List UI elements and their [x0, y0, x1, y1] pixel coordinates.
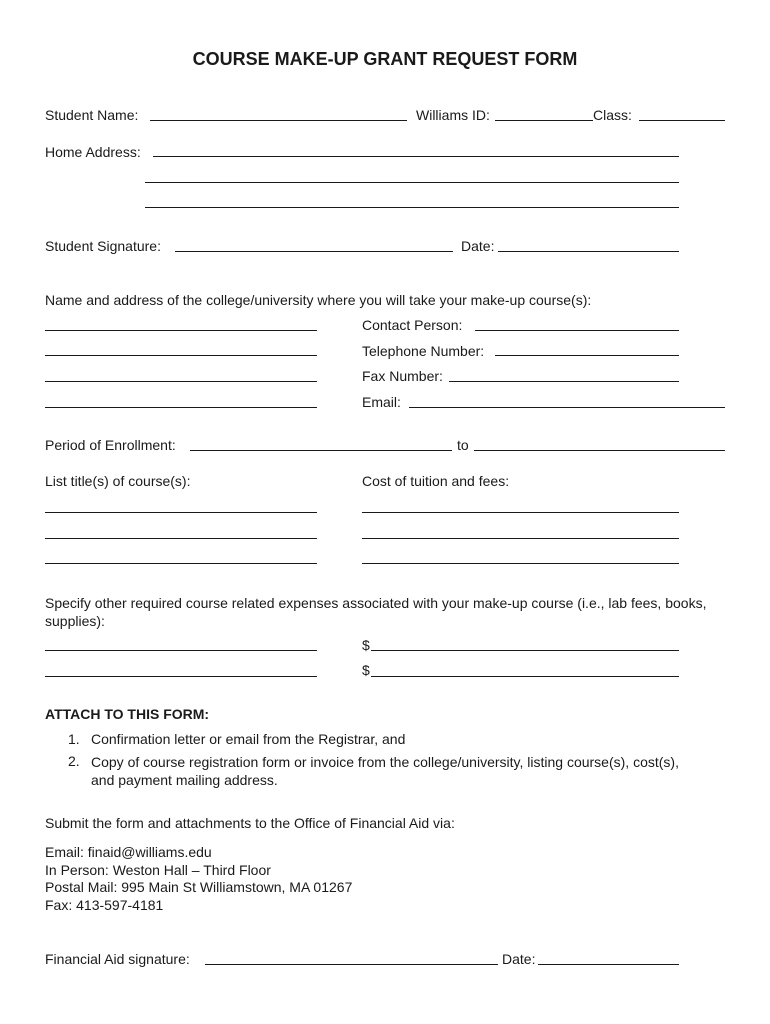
student-date-field[interactable]	[498, 251, 679, 252]
course-cost-field-1[interactable]	[362, 512, 679, 513]
college-address-field-2[interactable]	[45, 355, 317, 356]
fax-field[interactable]	[449, 381, 679, 382]
expense-amount-field-1[interactable]	[371, 650, 679, 651]
attach-heading: ATTACH TO THIS FORM:	[45, 706, 210, 722]
course-titles-label: List title(s) of course(s):	[45, 473, 191, 489]
student-name-label: Student Name:	[45, 107, 139, 123]
williams-id-label: Williams ID:	[416, 107, 490, 123]
college-address-field-1[interactable]	[45, 330, 317, 331]
attach-item-1-num: 1.	[68, 731, 80, 747]
financial-aid-date-field[interactable]	[538, 964, 679, 965]
enrollment-to-label: to	[457, 437, 469, 453]
expense-dollar-1: $	[362, 637, 370, 653]
enrollment-end-field[interactable]	[474, 450, 725, 451]
expenses-prompt: Specify other required course related expenses associated with your make-up course (i.e., lab fees, books, supplies):	[45, 595, 707, 629]
student-name-field[interactable]	[150, 120, 407, 121]
financial-aid-signature-field[interactable]	[205, 964, 498, 965]
expense-amount-field-2[interactable]	[371, 676, 679, 677]
telephone-label: Telephone Number:	[362, 343, 485, 359]
submit-fax: Fax: 413-597-4181	[45, 897, 164, 913]
contact-person-label: Contact Person:	[362, 317, 463, 333]
home-address-field-1[interactable]	[153, 156, 679, 157]
course-cost-field-2[interactable]	[362, 538, 679, 539]
home-address-label: Home Address:	[45, 144, 141, 160]
email-label: Email:	[362, 394, 401, 410]
submit-email: Email: finaid@williams.edu	[45, 844, 212, 860]
expense-dollar-2: $	[362, 662, 370, 678]
financial-aid-signature-label: Financial Aid signature:	[45, 951, 190, 967]
contact-person-field[interactable]	[475, 330, 679, 331]
college-address-field-3[interactable]	[45, 381, 317, 382]
course-cost-label: Cost of tuition and fees:	[362, 473, 510, 489]
course-title-field-1[interactable]	[45, 512, 317, 513]
course-cost-field-3[interactable]	[362, 563, 679, 564]
student-date-label: Date:	[461, 238, 495, 254]
submit-instruction: Submit the form and attachments to the Office of Financial Aid via:	[45, 815, 455, 831]
home-address-field-3[interactable]	[145, 207, 679, 208]
fax-label: Fax Number:	[362, 368, 443, 384]
submit-in-person: In Person: Weston Hall – Third Floor	[45, 862, 271, 878]
home-address-field-2[interactable]	[145, 182, 679, 183]
financial-aid-date-label: Date:	[502, 951, 536, 967]
expense-item-field-2[interactable]	[45, 676, 317, 677]
attach-item-1-text: Confirmation letter or email from the Registrar, and	[91, 731, 406, 747]
student-signature-label: Student Signature:	[45, 238, 161, 254]
course-title-field-3[interactable]	[45, 563, 317, 564]
attach-item-2-text: Copy of course registration form or invoice from the college/university, listing course(s), cost(s), and payment mailing address.	[91, 754, 679, 788]
expense-item-field-1[interactable]	[45, 650, 317, 651]
college-address-field-4[interactable]	[45, 407, 317, 408]
submit-postal: Postal Mail: 995 Main St Williamstown, MA 01267	[45, 879, 353, 895]
attach-item-2-num: 2.	[68, 753, 80, 769]
college-prompt: Name and address of the college/university where you will take your make-up course(s):	[45, 292, 592, 308]
class-field[interactable]	[639, 120, 725, 121]
enrollment-start-field[interactable]	[190, 450, 452, 451]
telephone-field[interactable]	[495, 355, 679, 356]
class-label: Class:	[593, 107, 632, 123]
course-title-field-2[interactable]	[45, 538, 317, 539]
page-title: COURSE MAKE-UP GRANT REQUEST FORM	[192, 49, 578, 69]
email-field[interactable]	[409, 407, 725, 408]
williams-id-field[interactable]	[495, 120, 593, 121]
enrollment-label: Period of Enrollment:	[45, 437, 176, 453]
student-signature-field[interactable]	[175, 251, 453, 252]
